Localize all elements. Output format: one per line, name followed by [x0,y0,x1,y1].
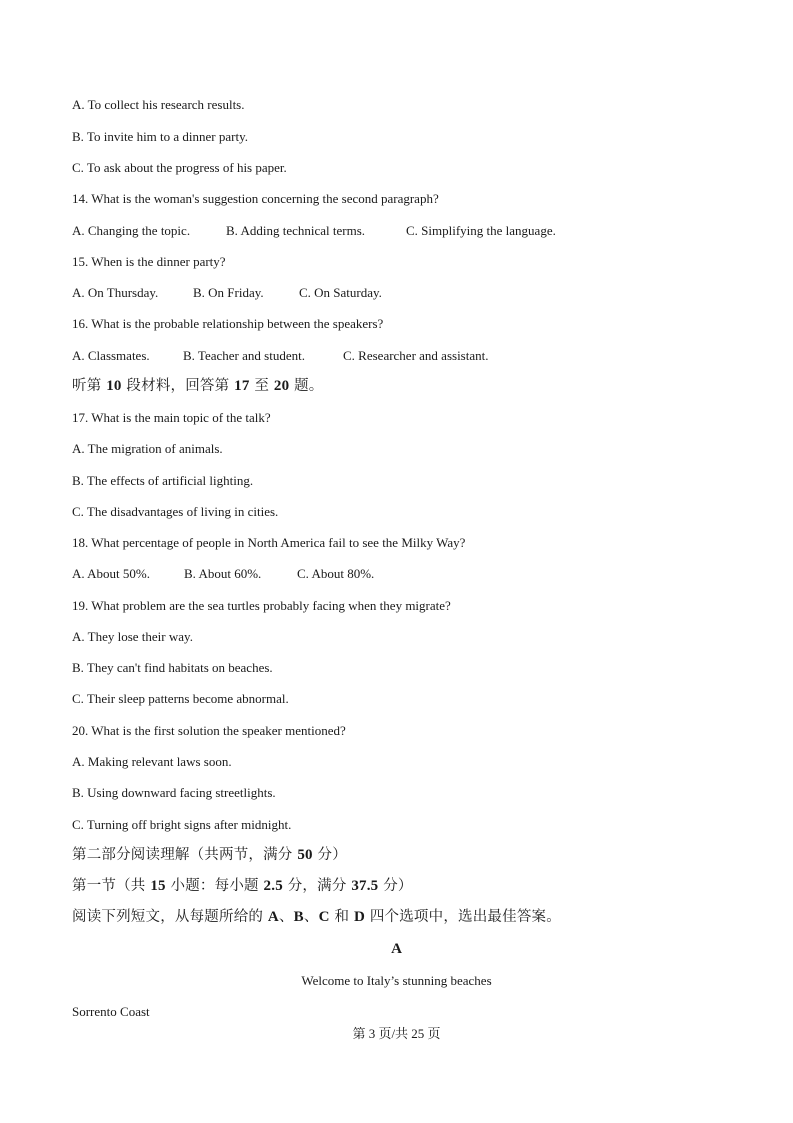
per-question-score: 2.5 [263,878,283,894]
q14-options [72,223,556,239]
q18-option-c: C. About 80%. [297,566,375,581]
heading-text: 第一节（共 [72,878,151,894]
material-number: 10 [106,378,122,394]
page-number-footer: 第 3 页/共 25 页 [352,1026,441,1041]
heading-text: 小题：每小题 [165,878,264,894]
q17-question: 17. What is the main topic of the talk? [72,410,271,425]
q17-option-b: B. The effects of artificial lighting. [72,473,254,488]
q15-question: 15. When is the dinner party? [72,254,226,269]
q14-question: 14. What is the woman's suggestion concerning the second paragraph? [72,191,439,206]
q17-option-c: C. The disadvantages of living in cities. [72,504,279,519]
q13-option-a: A. To collect his research results. [72,97,245,112]
instruction-text: 至 [249,378,274,394]
choice-letter: B [293,909,304,925]
q16-option-c: C. Researcher and assistant. [343,348,489,363]
q19-option-b: B. They can't find habitats on beaches. [72,660,273,675]
q20-question: 20. What is the first solution the speaker mentioned? [72,723,346,738]
q16-option-a: A. Classmates. [72,348,150,363]
heading-text: 分，满分 [282,878,352,894]
q13-option-c: C. To ask about the progress of his paper. [72,160,287,175]
choice-letter: C [318,909,330,925]
q16-options [72,348,488,364]
q16-question: 16. What is the probable relationship between the speakers? [72,316,384,331]
listening-instruction [72,378,324,394]
instruction-text: 阅读下列短文，从每题所给的 [72,909,268,925]
q19-option-a: A. They lose their way. [72,629,193,644]
q18-question: 18. What percentage of people in North America fail to see the Milky Way? [72,535,466,550]
q20-option-b: B. Using downward facing streetlights. [72,785,276,800]
q15-option-a: A. On Thursday. [72,285,159,300]
total-score: 50 [297,847,313,863]
instruction-text: 和 [329,909,354,925]
q17-option-a: A. The migration of animals. [72,441,223,456]
separator: 、 [303,909,319,925]
heading-text: 分） [312,847,347,863]
heading-text: 第二部分阅读理解（共两节，满分 [72,847,298,863]
instruction-text: 四个选项中，选出最佳答案。 [365,909,561,925]
section1-heading [72,878,413,894]
instruction-text: 段材料，回答第 [121,378,235,394]
question-range-start: 17 [234,378,250,394]
q16-option-b: B. Teacher and student. [183,348,305,363]
passage-title: Welcome to Italy’s stunning beaches [301,973,492,988]
q18-option-b: B. About 60%. [184,566,262,581]
passage-letter: A [391,941,402,957]
q15-options [72,285,382,301]
q19-question: 19. What problem are the sea turtles probably facing when they migrate? [72,598,451,613]
heading-text: 分） [378,878,413,894]
separator: 、 [278,909,294,925]
q15-option-b: B. On Friday. [193,285,264,300]
instruction-text: 听第 [72,378,107,394]
q20-option-a: A. Making relevant laws soon. [72,754,232,769]
q15-option-c: C. On Saturday. [299,285,382,300]
q19-option-c: C. Their sleep patterns become abnormal. [72,691,289,706]
choice-letter: D [353,909,366,925]
reading-instruction [72,909,561,925]
q14-option-a: A. Changing the topic. [72,223,191,238]
passage-subheading: Sorrento Coast [72,1004,150,1019]
instruction-text: 题。 [289,378,324,394]
question-range-end: 20 [273,378,290,394]
q14-option-b: B. Adding technical terms. [226,223,366,238]
choice-letter: A [267,909,279,925]
part2-heading [72,847,347,863]
q14-option-c: C. Simplifying the language. [406,223,556,238]
q13-option-b: B. To invite him to a dinner party. [72,129,249,144]
q18-options [72,566,374,582]
question-count: 15 [150,878,166,894]
q20-option-c: C. Turning off bright signs after midnight. [72,817,292,832]
section-total-score: 37.5 [351,878,379,894]
q18-option-a: A. About 50%. [72,566,150,581]
